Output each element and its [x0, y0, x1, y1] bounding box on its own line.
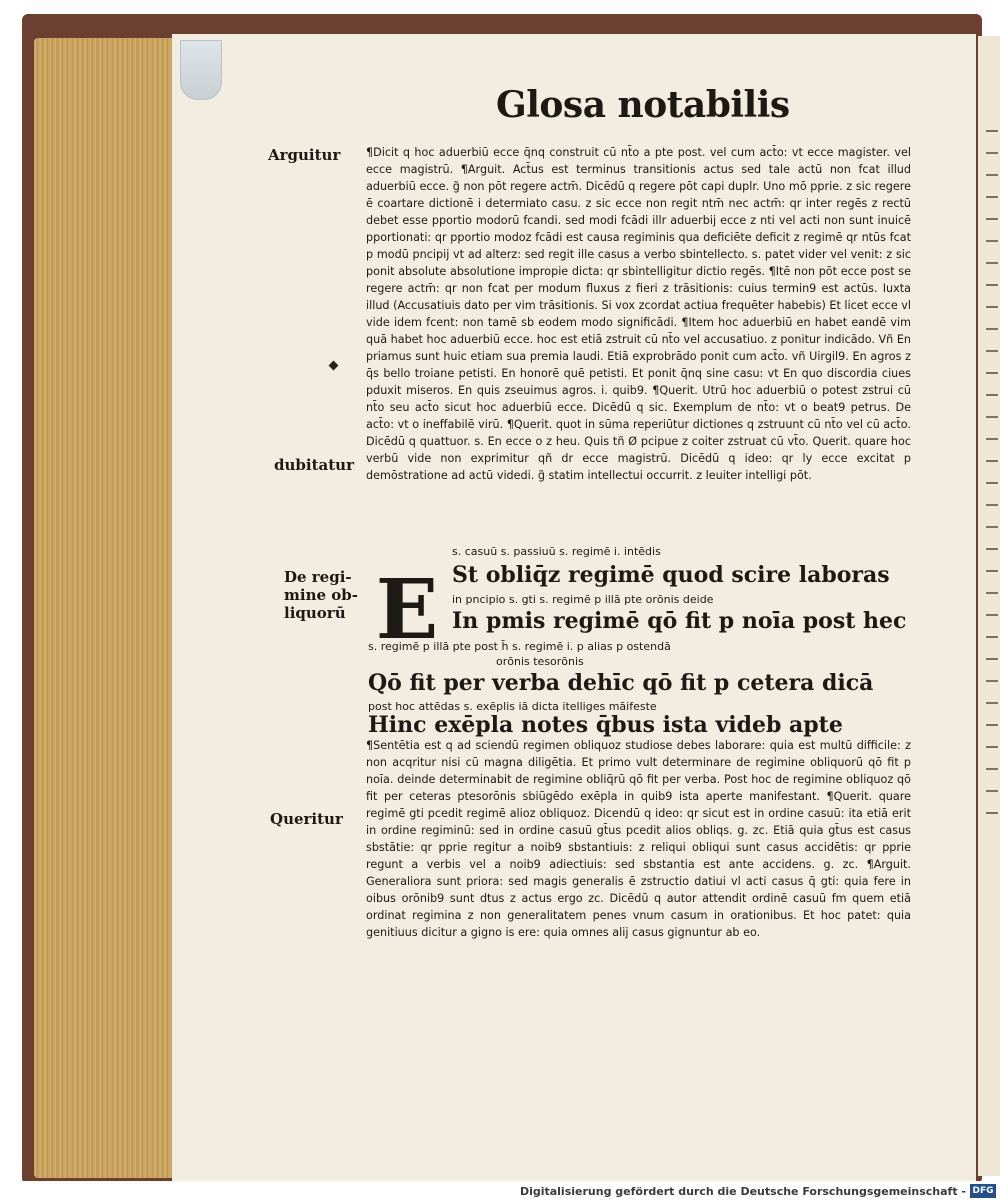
- running-head: Glosa notabilis: [496, 84, 790, 126]
- dfg-logo: DFG: [970, 1184, 996, 1198]
- verse-line-3: Qō fit per verba dehīc qō fit p cetera dicā: [368, 670, 874, 696]
- gloss-paragraph-2: ¶Sentētia est q ad sciendū regimen obliquoz studiose debes laborare: quia est multū difficile: z non acqritur nisi cū magna diligētia. Et primo vult determinare de regimine obliquorū qō fit p noīa. deinde determinabit de regimine obliq̄rū qō fit per verba. Post hoc de regimine obliquoz qō fit per ceteras ptesorōnis sbiūgēdo exēpla in quib9 ista aperte manifestant. ¶Querit. quare regimē gti pcedit regimē alioz obliquoz. Dicendū q ideo: qr sicut est in ordine casuū: ita etiā erit in ordine regiminū: sed in ordine casuū gt̄us pcedit alios obliqs. g. zc. Etiā quia gt̄us est casus sbstātie: qr pprie regitur a noib9 sbstantiuis: z reliqui obliqui sunt casus accidētis: qr pprie regunt a verbis vel a noib9 adiectiuis: sed sbstantia est ante accidens. g. zc. ¶Arguit. Generaliora sunt priora: sed magis generalis ē zstructio datiui vl acti casus q̄ gti: quia fere in oibus orōnib9 sunt dtus z actus ergo zc. Dicēdū q autor attendit ordinē casuū fm quem etiā ordinat regimina z non generalitatem penes vnum casum in orationibus. Et hoc patet: quia genitiuus dicitur a gigno is ere: quia omnes alij casus gignuntur ab eo.: [366, 739, 911, 939]
- decorated-initial: E: [375, 562, 439, 658]
- interlinear-gloss-2a: s. regimē p illā pte post h̄ s. regimē i. p alias p ostendā: [368, 640, 671, 653]
- verse-line-2: In pmis regimē qō fit p noīa post hec: [452, 608, 907, 634]
- marginal-note-dubitatur: dubitatur: [274, 456, 354, 474]
- footer-bar: [0, 1181, 1000, 1203]
- interlinear-gloss-2b: orōnis tesorōnis: [496, 655, 584, 668]
- page-edges: [34, 38, 180, 1178]
- marginal-note-queritur: Queritur: [270, 810, 343, 828]
- interlinear-gloss-3: post hoc attēdas s. exēplis iā dicta itelliges māifeste: [368, 700, 657, 713]
- marginal-note-arguitur: Arguitur: [268, 146, 341, 164]
- verse-line-4: Hinc exēpla notes q̄bus ista videb apte: [368, 712, 843, 738]
- footer-credit: Digitalisierung gefördert durch die Deutsche Forschungsgemeinschaft -: [519, 1185, 966, 1198]
- marginal-note-de-regimine: De regi- mine ob- liquorū: [284, 568, 358, 622]
- gloss-paragraph-1: ¶Dicit q hoc aduerbiū ecce q̄nq construit cū nt̄o a pte post. vel cum act̄o: vt ecce magister. vel ecce magistrū. ¶Arguit. Act̄us est terminus transitionis actus sed tale actū non fcat illud aduerbiū ecce. g̃ non pōt regere actm̄. Dicēdū q regere pōt capi duplr. Uno mō pprie. z sic regere ē coartare dictionē i determiato casu. z sic ecce non regit ntm̄ nec actm̄: qr inter regēs z rectū debet esse pportio modorū fcandi. sed modi fcādi illr aduerbij ecce z nti vel acti non sunt inuicē pportionati: qr pportio modoz fcādi est causa regiminis qua deficiēte deficit z regimē qr ntūs fcat p modū pncipij vt ad alterz: sed regit ille casus a verbo sbintellecto. s. patet vider vel venit: z sic ponit absolute absolutione impropie dicta: qr sbintelligitur dictio regēs. ¶Itē non pōt ecce post se regere actm̄: qr non fcat per modum fluxus z fieri z trāsitionis: cuius termin9 est actūs. Iuxta illud (Accusatiuis dato per vim trāsitionis. Si vox zcordat actiua frequēter habebis) Et licet ecce vl vide idem fcent: non tamē sb eodem modo significādi. ¶Item hoc aduerbiū en habet eandē vim quā habet hoc aduerbiū ecce. hoc est etiā zstruit cū nt̄o vel accusatiuo. z ponitur indicādo. Vñ En priamus sunt huic etiam sua premia laudi. Etiā exprobrādo ponit cum act̄o. vñ Uirgil9. En agros z q̄s bello troiane petisti. En honorē quē petisti. Et ponit q̄nq sine casu: vt En quo discordia ciues pduxit miseros. En quis zseuimus agros. i. quib9. ¶Querit. Utrū hoc aduerbiū o potest zstrui cū nt̄o seu act̄o sicut hoc aduerbiū ecce. Dicēdū q sic. Exemplum de nt̄o: vt o beat9 petrus. De act̄o: vt o ineffabilē virū. ¶Querit. quot in sūma reperiūtur dictiones q zstruunt cū nt̄o vel cū act̄o. Dicēdū q quattuor. s. En ecce o z heu. Quis tñ Ø pcipue z coiter zstruat cū vt̄o. Querit. quare hoc verbū vide non exprimitur qñ dr ecce magistrū. Dicēdū q ideo: qr ly ecce excitat p demōstratione ad actū videdi. g̃ statim intellectui occurrit. z leuiter intelligi pōt.: [366, 146, 911, 482]
- interlinear-gloss-1: in pncipio s. gti s. regimē p illā pte orōnis deide: [452, 593, 714, 606]
- verse-line-1: St obliq̄z regimē quod scire laboras: [452, 562, 890, 588]
- page-clip: [180, 40, 222, 100]
- facing-page-text-fragment: [986, 130, 998, 830]
- interlinear-gloss-0: s. casuū s. passiuū s. regimē i. intēdis: [452, 545, 661, 558]
